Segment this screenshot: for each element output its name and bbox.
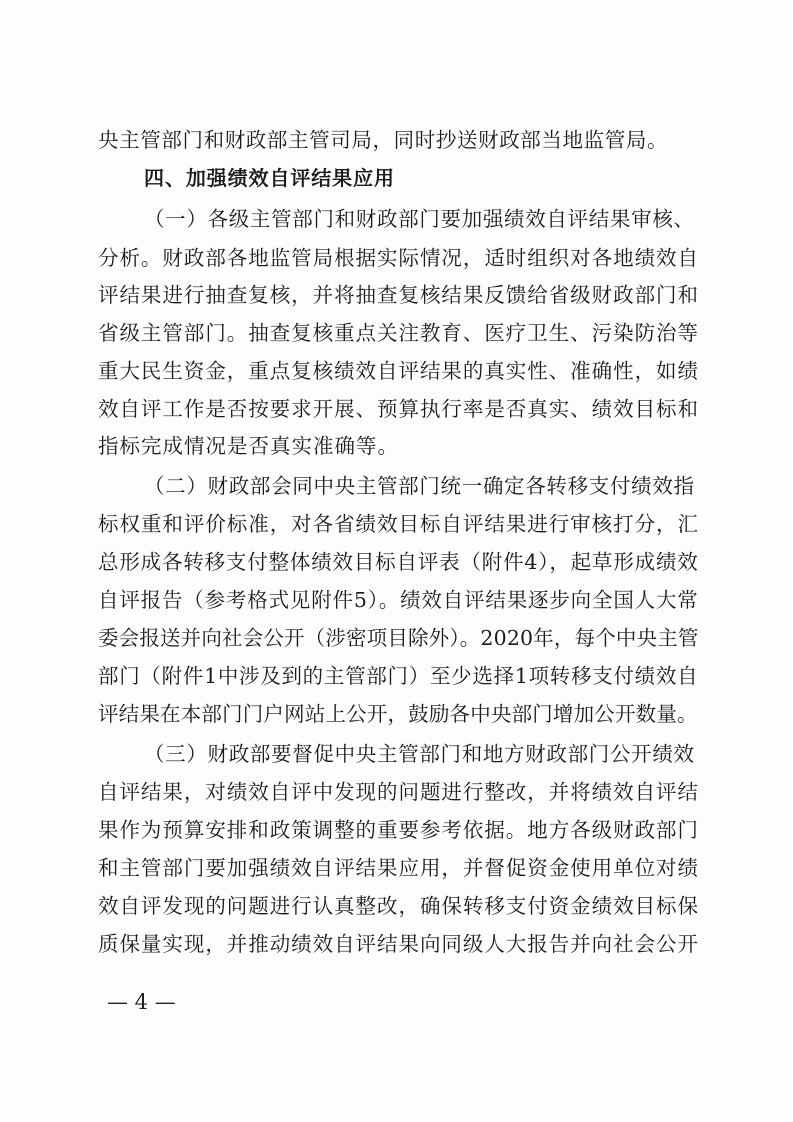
paragraph-line: （三）财政部要督促中央主管部门和地方财政部门公开绩效 bbox=[144, 742, 695, 766]
section-heading: 四、加强绩效自评结果应用 bbox=[144, 166, 395, 190]
paragraph-line: 分析。财政部各地监管局根据实际情况，适时组织对各地绩效自 bbox=[98, 246, 699, 270]
paragraph-line: 指标完成情况是否真实准确等。 bbox=[98, 434, 399, 458]
paragraph-line: 委会报送并向社会公开（涉密项目除外）。2020年，每个中央主管 bbox=[98, 626, 699, 650]
paragraph-line: 果作为预算安排和政策调整的重要参考依据。地方各级财政部门 bbox=[98, 818, 699, 842]
paragraph-line: 标权重和评价标准，对各省绩效目标自评结果进行审核打分，汇 bbox=[98, 512, 699, 536]
paragraph-line: （一）各级主管部门和财政部门要加强绩效自评结果审核、 bbox=[144, 207, 695, 231]
paragraph-line: 效自评工作是否按要求开展、预算执行率是否真实、绩效目标和 bbox=[98, 397, 699, 421]
paragraph-line: 质保量实现，并推动绩效自评结果向同级人大报告并向社会公开 bbox=[98, 932, 699, 956]
paragraph-line: 效自评发现的问题进行认真整改，确保转移支付资金绩效目标保 bbox=[98, 894, 699, 918]
paragraph-line: 部门（附件1中涉及到的主管部门）至少选择1项转移支付绩效自 bbox=[98, 664, 699, 688]
paragraph-line: 评结果在本部门门户网站上公开，鼓励各中央部门增加公开数量。 bbox=[98, 702, 698, 726]
paragraph-line: 和主管部门要加强绩效自评结果应用，并督促资金使用单位对绩 bbox=[98, 856, 699, 880]
paragraph-line: 总形成各转移支付整体绩效目标自评表（附件4），起草形成绩效 bbox=[98, 550, 699, 574]
paragraph-line: 自评报告（参考格式见附件5）。绩效自评结果逐步向全国人大常 bbox=[98, 588, 699, 612]
paragraph-line: 自评结果，对绩效自评中发现的问题进行整改，并将绩效自评结 bbox=[98, 780, 699, 804]
paragraph-line: （二）财政部会同中央主管部门统一确定各转移支付绩效指 bbox=[144, 474, 695, 498]
paragraph-line: 省级主管部门。抽查复核重点关注教育、医疗卫生、污染防治等 bbox=[98, 321, 699, 345]
paragraph-line: 重大民生资金，重点复核绩效自评结果的真实性、准确性，如绩 bbox=[98, 359, 699, 383]
paragraph-line: 央主管部门和财政部主管司局，同时抄送财政部当地监管局。 bbox=[98, 128, 669, 152]
page-number: — 4 — bbox=[107, 990, 176, 1014]
paragraph-line: 评结果进行抽查复核，并将抽查复核结果反馈给省级财政部门和 bbox=[98, 283, 699, 307]
